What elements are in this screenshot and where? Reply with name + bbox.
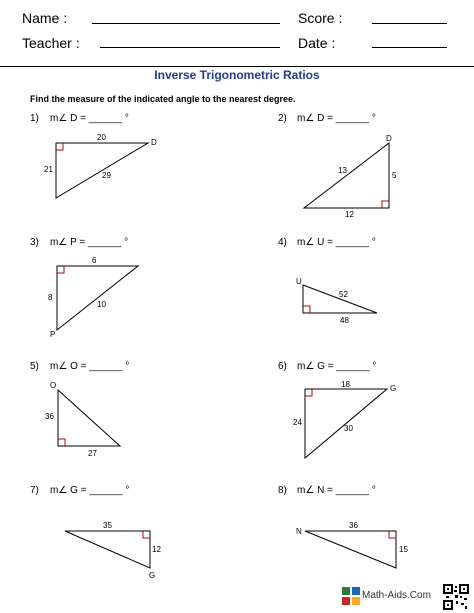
problem-1-label-hyp: 29 bbox=[102, 171, 111, 180]
problem-3-question: m∠ P = ______ ° bbox=[50, 237, 129, 248]
problem-2-question: m∠ D = ______ ° bbox=[297, 113, 376, 124]
problem-3-label-top: 6 bbox=[92, 256, 97, 265]
problem-6-question: m∠ G = ______ ° bbox=[297, 361, 377, 372]
math-aids-logo-icon bbox=[342, 587, 360, 605]
name-label: Name : bbox=[22, 10, 68, 26]
problem-1-vertex-label: D bbox=[151, 138, 157, 147]
problem-2-number: 2) bbox=[278, 113, 287, 124]
score-label: Score : bbox=[298, 10, 343, 26]
problem-1-number: 1) bbox=[30, 113, 39, 124]
date-label: Date : bbox=[298, 35, 336, 51]
problem-4-number: 4) bbox=[278, 237, 287, 248]
problem-4-vertex-label: U bbox=[296, 277, 302, 286]
problem-6-label-hyp: 30 bbox=[344, 424, 353, 433]
problem-3-label-hyp: 10 bbox=[97, 300, 106, 309]
problem-8-label-top: 36 bbox=[349, 521, 358, 530]
problem-7-vertex-label: G bbox=[149, 571, 156, 580]
problem-7-label-top: 35 bbox=[103, 521, 112, 530]
qr-code-icon bbox=[443, 584, 469, 610]
problem-6-vertex-label: G bbox=[390, 384, 397, 393]
problem-5-number: 5) bbox=[30, 361, 39, 372]
problem-4-label-bottom: 48 bbox=[340, 316, 349, 325]
problem-2-vertex-label: D bbox=[386, 134, 392, 143]
problem-6-number: 6) bbox=[278, 361, 287, 372]
problem-8-label-right: 15 bbox=[399, 545, 408, 554]
problem-5-question: m∠ O = ______ ° bbox=[50, 361, 130, 372]
problem-7-number: 7) bbox=[30, 485, 39, 496]
problem-4-label-hyp: 52 bbox=[339, 290, 348, 299]
footer-brand: Math-Aids.Com bbox=[362, 590, 431, 601]
problem-7-label-right: 12 bbox=[152, 545, 161, 554]
problem-5-vertex-label: O bbox=[50, 381, 57, 390]
problem-1-label-left: 21 bbox=[44, 165, 53, 174]
worksheet-title: Inverse Trigonometric Ratios bbox=[154, 68, 320, 82]
problem-1-label-top: 20 bbox=[97, 133, 106, 142]
problem-4-question: m∠ U = ______ ° bbox=[297, 237, 376, 248]
problem-7-question: m∠ G = ______ ° bbox=[50, 485, 130, 496]
problem-8-question: m∠ N = ______ ° bbox=[297, 485, 376, 496]
teacher-label: Teacher : bbox=[22, 35, 80, 51]
problem-3-vertex-label: P bbox=[50, 330, 56, 339]
instructions: Find the measure of the indicated angle to the nearest degree. bbox=[30, 94, 296, 104]
problem-2-label-right: 5 bbox=[392, 171, 397, 180]
problem-8-vertex-label: N bbox=[296, 527, 302, 536]
problem-5-label-left: 36 bbox=[45, 412, 54, 421]
problem-5-label-bottom: 27 bbox=[88, 449, 97, 458]
problem-3-number: 3) bbox=[30, 237, 39, 248]
problem-8-number: 8) bbox=[278, 485, 287, 496]
problem-1-question: m∠ D = ______ ° bbox=[50, 113, 129, 124]
problem-2-label-hyp: 13 bbox=[338, 166, 347, 175]
problem-6-label-top: 18 bbox=[341, 380, 350, 389]
problem-2-label-bottom: 12 bbox=[345, 210, 354, 219]
problem-3-label-left: 8 bbox=[48, 293, 53, 302]
problem-6-label-left: 24 bbox=[293, 418, 302, 427]
